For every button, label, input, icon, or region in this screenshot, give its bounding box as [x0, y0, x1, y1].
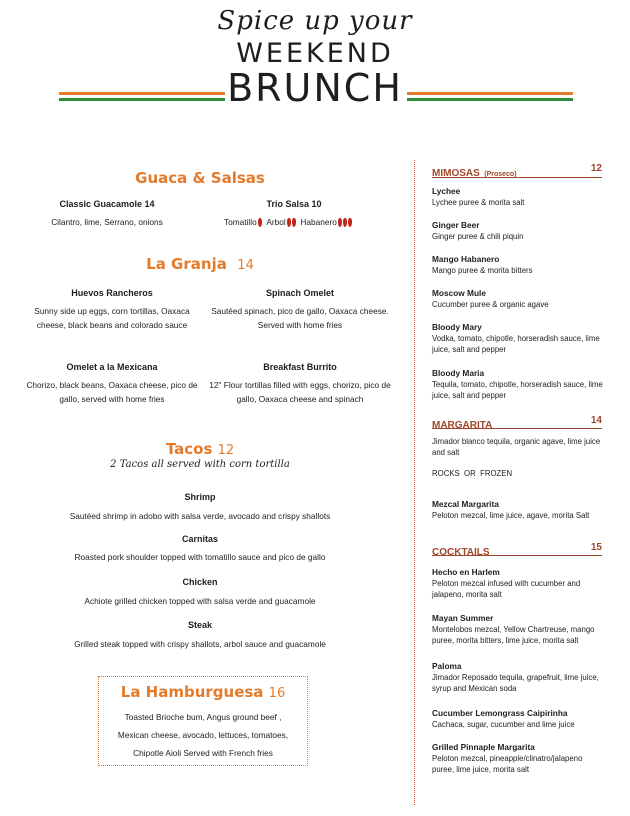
mimosa-name: Ginger Beer	[432, 220, 480, 230]
cocktail-name: Paloma	[432, 661, 462, 671]
granja-item-name: Omelet a la Mexicana	[66, 362, 158, 372]
granja-item-desc: Chorizo, black beans, Oaxaca cheese, pico de gallo, served with home fries	[26, 380, 198, 404]
mezcal-margarita-desc: Peloton mezcal, lime juice, agave, morita Salt	[432, 511, 590, 520]
mimosas-header	[432, 163, 602, 178]
cocktail-name: Mayan Summer	[432, 613, 494, 623]
granja-item-name: Huevos Rancheros	[71, 288, 153, 298]
granja-item-name: Breakfast Burrito	[263, 362, 337, 372]
pepper-icon	[258, 218, 262, 227]
margarita-price: 14	[590, 415, 602, 426]
cocktails-title: COCKTAILS	[432, 547, 490, 558]
column-divider	[414, 160, 415, 805]
cocktail-desc: Jimador Reposado tequila, grapefruit, lime juice, syrup and Mexican soda	[432, 673, 599, 693]
margarita-desc: Jimador blanco tequila, organic agave, lime juice and salt	[432, 437, 601, 457]
granja-title-text: La Granja	[146, 255, 227, 273]
mimosa-desc: Tequila, tomato, chipotle, horseradish sauce, lime juice, salt and pepper	[432, 380, 603, 400]
pepper-icon	[292, 218, 296, 227]
mimosa-desc: Cucumber puree & organic agave	[432, 300, 549, 309]
mimosa-desc: Ginger puree & chili piquin	[432, 232, 524, 241]
cocktails-header	[432, 542, 602, 556]
taco-item-desc: Achiote grilled chicken topped with salsa verde and guacamole	[84, 596, 316, 606]
taco-item-name: Steak	[187, 620, 213, 630]
salsa-habanero: Habanero	[300, 217, 337, 227]
mimosa-name: Bloody Mary	[432, 322, 482, 332]
pepper-icon	[348, 218, 352, 227]
granja-item-desc: 12" Flour tortillas filled with eggs, chorizo, pico de gallo, Oaxaca cheese and spinach	[209, 380, 391, 404]
cocktails-price: 15	[590, 542, 602, 553]
stripe-left-orange	[59, 92, 225, 95]
cocktail-name: Hecho en Harlem	[432, 567, 500, 577]
guaca-title: Guaca & Salsas	[135, 169, 265, 187]
taco-item-name: Chicken	[182, 577, 218, 587]
tacos-title-text: Tacos	[165, 440, 213, 458]
header-weekend: WEEKEND	[236, 38, 394, 69]
mimosa-desc: Mango puree & morita bitters	[432, 266, 533, 275]
classic-guacamole-desc: Cilantro, lime, Serrano, onions	[51, 217, 163, 227]
margarita-header	[432, 415, 602, 429]
mezcal-margarita-name: Mezcal Margarita	[432, 499, 499, 509]
cocktail-desc: Cachaca, sugar, cucumber and lime juice	[432, 720, 575, 729]
stripe-right-green	[407, 98, 573, 101]
mimosa-name: Moscow Mule	[432, 288, 486, 298]
taco-item-name: Carnitas	[181, 534, 218, 544]
trio-salsa-name: Trio Salsa 10	[266, 199, 322, 209]
cocktail-desc: Peloton mezcal infused with cucumber and jalapeno, morita salt	[432, 579, 581, 599]
mimosa-desc: Lychee puree & morita salt	[432, 198, 525, 207]
classic-guacamole-name: Classic Guacamole 14	[59, 199, 155, 209]
granja-title	[100, 255, 300, 273]
margarita-title: MARGARITA	[432, 420, 493, 431]
mimosa-desc: Vodka, tomato, chipotle, horseradish sauce, lime juice, salt and pepper	[432, 334, 600, 354]
taco-item-desc: Roasted pork shoulder topped with tomatillo sauce and pico de gallo	[74, 552, 326, 562]
burger-line: Toasted Brioche bum, Angus ground beef ,	[124, 712, 282, 722]
cocktail-name: Grilled Pinnaple Margarita	[432, 742, 535, 752]
stripe-right-orange	[407, 92, 573, 95]
pepper-icon	[338, 218, 342, 227]
granja-price: 14	[237, 258, 254, 273]
header-brunch: BRUNCH	[227, 66, 403, 110]
granja-item-desc: Sautéed spinach, pico de gallo, Oaxaca cheese. Served with home fries	[211, 306, 389, 330]
taco-item-desc: Sautéed shrimp in adobo with salsa verde, avocado and crispy shallots	[69, 511, 331, 521]
cocktail-desc: Montelobos mezcal, Yellow Chartreuse, mango puree, morita bitters, lime juice, morita salt	[432, 625, 595, 645]
pepper-icon	[343, 218, 347, 227]
burger-title-text: La Hamburguesa	[120, 683, 264, 701]
mimosas-sub: (Proseco)	[484, 171, 517, 178]
taco-item-name: Shrimp	[184, 492, 216, 502]
burger-title	[98, 683, 308, 701]
header-script-line: Spice up your	[217, 6, 413, 36]
stripe-left-green	[59, 98, 225, 101]
salsa-arbol: Arbol	[266, 217, 286, 227]
pepper-icon	[287, 218, 291, 227]
taco-item-desc: Grilled steak topped with crispy shallots, arbol sauce and guacamole	[74, 639, 326, 649]
mimosas-price: 12	[590, 163, 602, 174]
salsa-tomatillo: Tomatillo	[224, 217, 257, 227]
margarita-options: ROCKS OR FROZEN	[432, 469, 513, 478]
tacos-subtitle: 2 Tacos all served with corn tortilla	[110, 459, 290, 470]
cocktail-name: Cucumber Lemongrass Caipirinha	[432, 708, 568, 718]
granja-item-desc: Sunny side up eggs, corn tortillas, Oaxaca cheese, black beans and colorado sauce	[34, 306, 190, 330]
tacos-price: 12	[217, 443, 235, 458]
mimosas-title: MIMOSAS	[432, 168, 480, 179]
cocktail-desc: Peloton mezcal, pineapple/clinatro/jalapeno puree, lime juice, morita salt	[432, 754, 583, 774]
trio-salsa-items	[224, 215, 374, 229]
mimosa-name: Bloody Maria	[432, 368, 485, 378]
burger-price: 16	[268, 686, 286, 701]
burger-line: Chipotle Aioli Served with French fries	[133, 748, 273, 758]
tacos-title	[100, 440, 300, 458]
burger-line: Mexican cheese, avocado, lettuces, tomatoes,	[117, 730, 289, 740]
mimosa-name: Mango Habanero	[432, 254, 500, 264]
granja-item-name: Spinach Omelet	[265, 288, 335, 298]
mimosa-name: Lychee	[432, 186, 461, 196]
